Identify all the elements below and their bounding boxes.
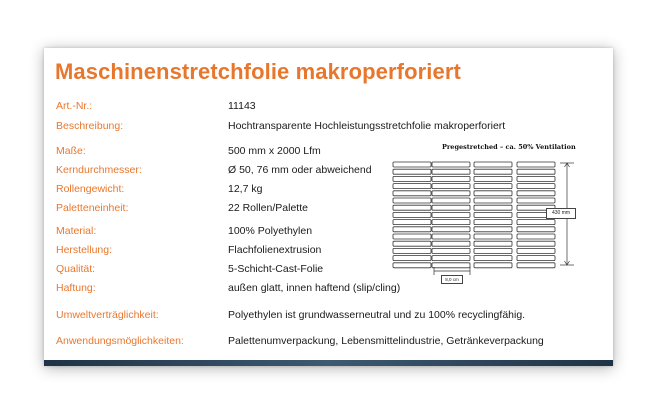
spec-label: Umweltverträglichkeit: [56, 309, 159, 321]
perforation-hole [432, 220, 470, 225]
perforation-hole [517, 256, 555, 261]
spec-label: Art.-Nr.: [56, 100, 93, 112]
perforation-hole [517, 227, 555, 232]
perforation-hole [432, 263, 470, 268]
spec-value: Ø 50, 76 mm oder abweichend [228, 164, 372, 176]
spec-label: Qualität: [56, 263, 96, 275]
spec-value: außen glatt, innen haftend (slip/cling) [228, 282, 401, 294]
spec-label: Paletteneinheit: [56, 202, 129, 214]
spec-label: Kerndurchmesser: [56, 164, 142, 176]
perforation-hole [393, 191, 431, 196]
perforation-hole [432, 227, 470, 232]
perforation-hole [474, 191, 512, 196]
spec-label: Anwendungsmöglichkeiten: [56, 335, 184, 347]
spec-row-art-nr [44, 98, 613, 114]
perforation-hole [393, 248, 431, 253]
perforation-hole [517, 176, 555, 181]
product-title: Maschinenstretchfolie makroperforiert [55, 59, 461, 84]
perforation-hole [432, 241, 470, 246]
perforation-hole [517, 184, 555, 189]
perforation-hole [432, 162, 470, 167]
spec-value: 11143 [228, 100, 256, 112]
spec-label: Maße: [56, 145, 86, 157]
height-dimension-label: 430 mm [546, 208, 576, 219]
perforation-hole [393, 169, 431, 174]
spec-value: Hochtransparente Hochleistungsstretchfolie makroperforiert [228, 120, 506, 132]
perforation-hole [517, 220, 555, 225]
perforation-hole [432, 234, 470, 239]
width-dimension-label: 8,0 cm [441, 275, 463, 284]
spec-value: 5-Schicht-Cast-Folie [228, 263, 324, 275]
spec-value: Palettenumverpackung, Lebensmittelindustrie, Getränkeverpackung [228, 335, 544, 347]
perforation-hole [432, 205, 470, 210]
spec-label: Herstellung: [56, 244, 113, 256]
perforation-hole [432, 169, 470, 174]
perforation-hole [432, 248, 470, 253]
perforation-hole [474, 162, 512, 167]
perforation-hole [393, 212, 431, 217]
perforation-hole [393, 256, 431, 261]
spec-row-haftung [44, 280, 613, 296]
perforation-hole [517, 241, 555, 246]
spec-value: Polyethylen ist grundwasserneutral und zu 100% recyclingfähig. [228, 309, 526, 321]
perforation-hole [517, 248, 555, 253]
perforation-hole [393, 241, 431, 246]
bottom-bar [44, 360, 613, 366]
perforation-hole [474, 220, 512, 225]
diagram-caption: Pregestretched – ca. 50% Ventilation [442, 143, 576, 151]
spec-label: Beschreibung: [56, 120, 124, 132]
perforation-hole [432, 184, 470, 189]
spec-row-anwendungsmoeglichkeiten [44, 333, 613, 349]
perforation-hole [432, 176, 470, 181]
perforation-hole [393, 263, 431, 268]
spec-value: 500 mm x 2000 Lfm [228, 145, 321, 157]
perforation-hole [432, 198, 470, 203]
perforation-hole [474, 234, 512, 239]
perforation-hole [517, 263, 555, 268]
spec-value: Flachfolienextrusion [228, 244, 322, 256]
perforation-hole [474, 248, 512, 253]
perforation-hole [432, 191, 470, 196]
spec-value: 22 Rollen/Palette [228, 202, 308, 214]
perforation-hole [393, 198, 431, 203]
perforation-hole [393, 227, 431, 232]
perforation-hole [474, 198, 512, 203]
perforation-hole [517, 198, 555, 203]
perforation-hole [474, 212, 512, 217]
perforation-hole [393, 184, 431, 189]
spec-row-umweltvertraeglichkeit [44, 307, 613, 323]
perforation-hole [393, 205, 431, 210]
spec-label: Haftung: [56, 282, 96, 294]
perforation-hole [517, 191, 555, 196]
perforation-hole [432, 256, 470, 261]
perforation-hole [517, 169, 555, 174]
spec-value: 12,7 kg [228, 183, 263, 195]
perforation-hole [474, 169, 512, 174]
perforation-diagram [390, 141, 604, 281]
perforation-hole [432, 212, 470, 217]
perforation-hole [393, 162, 431, 167]
spec-label: Material: [56, 225, 97, 237]
perforation-hole [393, 176, 431, 181]
product-card [44, 48, 613, 366]
perforation-hole [517, 234, 555, 239]
spec-value: 100% Polyethylen [228, 225, 313, 237]
perforation-hole [474, 227, 512, 232]
perforation-hole [474, 176, 512, 181]
spec-row-beschreibung [44, 118, 613, 134]
spec-label: Rollengewicht: [56, 183, 125, 195]
perforation-hole [393, 234, 431, 239]
perforation-hole [474, 205, 512, 210]
perforation-hole [474, 241, 512, 246]
perforation-hole [474, 263, 512, 268]
perforation-hole [474, 184, 512, 189]
perforation-hole [474, 256, 512, 261]
perforation-hole [517, 162, 555, 167]
perforation-hole [393, 220, 431, 225]
